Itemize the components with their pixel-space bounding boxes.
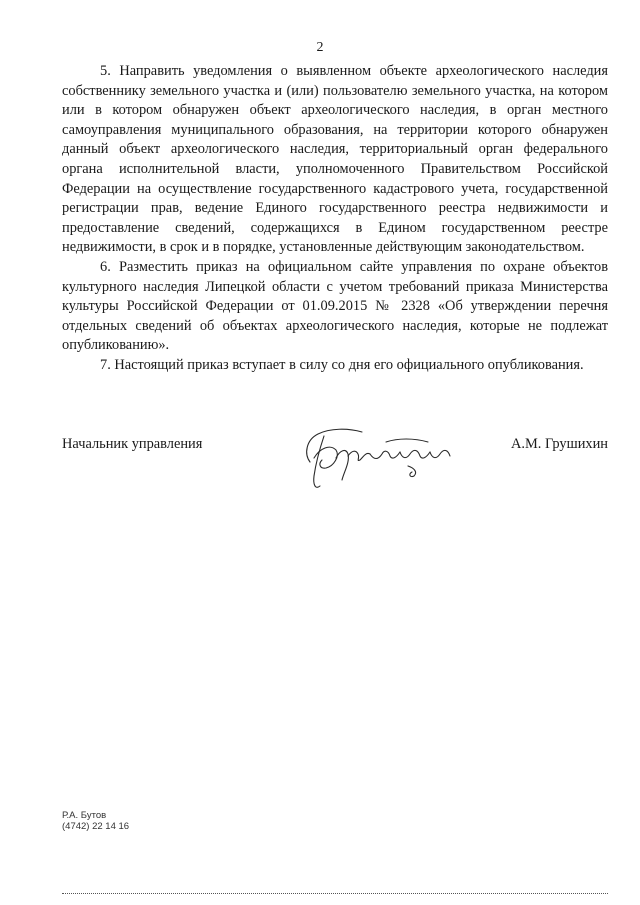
page-number: 2	[316, 40, 324, 55]
paragraph-6: 6. Разместить приказ на официальном сайте управления по охране объектов культурного наследия Липецкой области с учетом требований приказа Министерства культуры Российской Федерации от 01.09.2015 № 2328 «Об утверждении перечня отдельных сведений об объектах археологического наследия, которые не подлежат опубликованию».	[62, 258, 608, 354]
footer-divider	[62, 893, 608, 894]
executor-name: Р.А. Бутов	[62, 810, 107, 821]
executor-phone: (4742) 22 14 16	[62, 821, 130, 832]
signatory-name: А.М. Грушихин	[511, 436, 608, 452]
document-body	[62, 62, 608, 376]
handwritten-signature-icon	[290, 414, 460, 494]
paragraph-5: 5. Направить уведомления о выявленном объекте археологического наследия собственнику земельного участка и (или) пользователю земельного участка, на котором или в котором обнаружен объект археологического наследия, в орган местного самоуправления муниципального образования, на территории которого обнаружен данный объект археологического наследия, территориальный орган федерального органа исполнительной власти, уполномоченного Правительством Российской Федерации на осуществление государственного кадастрового учета, государственной регистрации прав, ведение Единого государственного реестра недвижимости и предоставление сведений, содержащихся в Едином государственном реестре недвижимости, в срок и в порядке, установленные действующим законодательством.	[62, 63, 608, 256]
paragraph-7: 7. Настоящий приказ вступает в силу со дня его официального опубликования.	[100, 356, 584, 373]
signatory-title: Начальник управления	[62, 436, 203, 452]
executor-info	[62, 810, 129, 832]
